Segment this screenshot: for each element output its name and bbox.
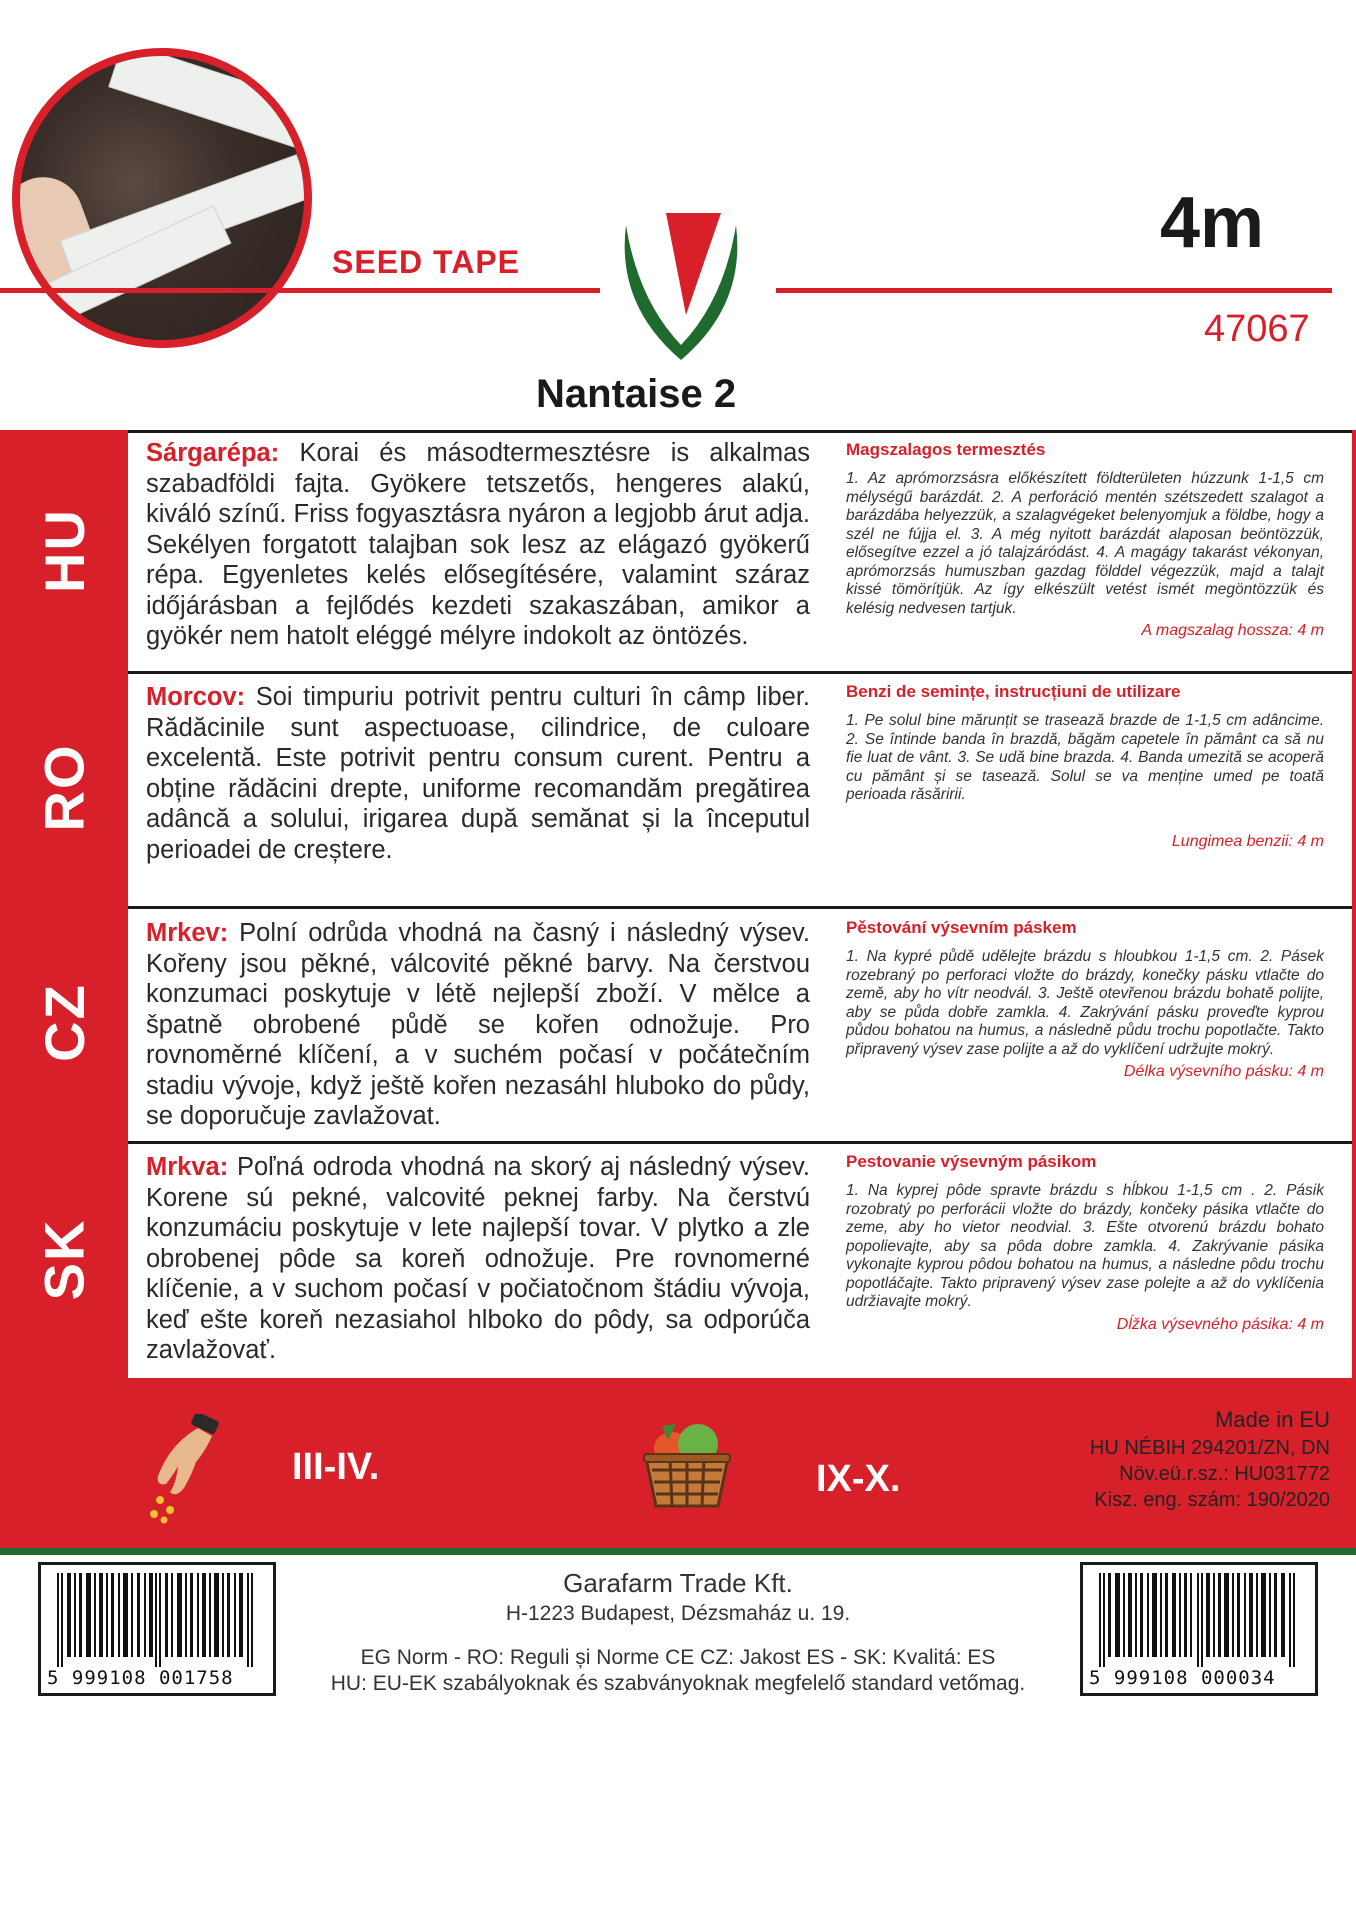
instructions-title: Pestovanie výsevným pásikom bbox=[846, 1152, 1097, 1171]
tape-length: Dĺžka výsevného pásika: 4 m bbox=[1116, 1315, 1324, 1333]
section-divider bbox=[128, 430, 1352, 433]
instructions-ro bbox=[846, 682, 1324, 851]
harvest-months: IX-X. bbox=[816, 1458, 901, 1500]
instructions-title: Benzi de semințe, instrucțiuni de utilizare bbox=[846, 682, 1181, 701]
instructions-text: 1. Az aprómorzsásra előkészített földterületen húzzunk 1-1,5 cm mélységű barázdát. 2. A perforáció mentén szétszedett szalagot a barázdába helyezzük, a szalagvégeket belenyomjuk a földbe, hogy a szél ne fújja el. 3. A még nyitott barázdát alaposan beöntözzük, elősegítve ezzel a jó talajzáródást. 4. A magágy takarást vékonyan, aprómorzsás humuszban gazdag földdel végezzük, majd a talajt kissé tömörítjük. Az így elkészült vetést ismét megöntözzük és kelésig nedvesen tartjuk. bbox=[846, 470, 1324, 617]
tape-length: A magszalag hossza: 4 m bbox=[1141, 622, 1324, 639]
section-divider bbox=[128, 906, 1352, 909]
description-ro: Morcov: Soi timpuriu potrivit pentru culturi în câmp liber. Rădăcinile sunt aspectuoase, cilindrice, de culoare excelentă. Este potrivit pentru consum curent. Pentru a obține rădăcini drepte, uniforme recomandăm pregătirea adâncă a solului, irigarea după semănat și la începutul perioadei de creștere. bbox=[146, 683, 810, 864]
company-address: H-1223 Budapest, Dézsmaház u. 19. bbox=[505, 1602, 851, 1625]
footer-green-line bbox=[0, 1548, 1356, 1555]
lang-label-sk: SK bbox=[32, 1218, 96, 1300]
sowing-months: III-IV. bbox=[292, 1446, 380, 1488]
norm-line: EG Norm - RO: Reguli și Norme CE CZ: Jakost ES - SK: Kvalitá: ES bbox=[360, 1646, 996, 1669]
vegetable-basket-icon bbox=[642, 1418, 732, 1510]
seed-tape-label: SEED TAPE bbox=[332, 244, 520, 280]
instructions-text: 1. Na kypré půdě udělejte brázdu s hloubkou 1-1,5 cm. 2. Pásek rozebraný po perforaci vložte do brázdy, konečky pásku vtlačte do země, aby ho vítr neodvál. 3. Ještě otevřenou brázdu bohatě polijte, aby se půda dobře zamkla. 4. Zakrývání pásku proveďte kyprou půdou bohatou na humus, a následně půdu trochu popotlačte. Takto připravený výsev zase polijte a až do vyklíčení udržujte mokrý. bbox=[846, 948, 1324, 1058]
instructions-title: Magszalagos termesztés bbox=[846, 440, 1046, 459]
made-in-label: Made in EU bbox=[1215, 1407, 1330, 1432]
section-divider bbox=[128, 1141, 1352, 1144]
description-sk: Mrkva: Poľná odroda vhodná na skorý aj následný výsev. Korene sú pekné, valcovité peknej farby. Na čerstvú konzumáciu poskytuje v lete najlepší tovar. V plytko a zle obrobenej pôde sa koreň odnožuje. Pre rovnomerné klíčenie, a v suchom počasí v počiatočnom štádiu vývoja, keď ešte koreň nezasiahol hlboko do pôdy, sa odporúča zavlažovať. bbox=[146, 1153, 810, 1364]
instructions-cz bbox=[846, 918, 1324, 1081]
variety-name: Nantaise 2 bbox=[536, 372, 737, 416]
package-length: 4m bbox=[1160, 183, 1265, 263]
barcode-left bbox=[38, 1562, 276, 1696]
instructions-hu bbox=[846, 440, 1324, 640]
lang-label-cz: CZ bbox=[32, 983, 96, 1062]
registration-line: Kisz. eng. szám: 190/2020 bbox=[1094, 1489, 1330, 1511]
description-hu: Sárgarépa: Korai és másodtermesztésre is alkalmas szabadföldi fajta. Gyökere tetszetős, hengeres alakú, kiváló színű. Friss fogyasztásra nyáron a legjobb árut adja. Sekélyen forgatott talajban sok lesz az elágazó gyökerű répa. Egyenletes kelés elősegítésére, valamint száraz időjárásban a fejlődés kezdeti szakaszában, amikor a gyökér nem hatolt eléggé mélyre indokolt az öntözés. bbox=[146, 439, 810, 650]
product-code: 47067 bbox=[1204, 308, 1310, 350]
barcode-right bbox=[1080, 1562, 1318, 1696]
hand-sowing-icon bbox=[140, 1414, 230, 1524]
lang-label-ro: RO bbox=[32, 743, 96, 832]
description-cz: Mrkev: Polní odrůda vhodná na časný i následný výsev. Kořeny jsou pěkné, válcovité pěkné barvy. Na čerstvou konzumaci poskytuje v létě nejlepší zboží. V mělce a špatně obrobené půdě se kořen odnožuje. Pro rovnoměrné klíčení, a v suchém počasí v počátečním stadiu vývoje, když ještě kořen nezasáhl hluboko do půdy, se doporučuje zavlažovat. bbox=[146, 919, 810, 1130]
registration-line: Növ.eü.r.sz.: HU031772 bbox=[1119, 1463, 1330, 1485]
lang-label-hu: HU bbox=[32, 507, 96, 593]
barcode-left-number: 5 999108 001758 bbox=[47, 1667, 234, 1689]
barcode-left-bars bbox=[51, 1573, 265, 1667]
instructions-text: 1. Na kyprej pôde spravte brázdu s hĺbkou 1-1,5 cm . 2. Pásik rozobratý po perforácii vložte do brázdy, končeky pásika vtlačte do zeme, aby ho vietor neodvial. 3. Ešte otvorenú brázdu bohato popolievajte, aby sa pôda dobre zamkla. 4. Zakrývanie pásika vykonajte kyprou pôdou bohatou na humus, a následne pôdu trochu popotláčajte. Takto pripravený výsev zase polejte a až do vyklíčenia udržiavajte mokrý. bbox=[846, 1182, 1324, 1310]
norm-line: HU: EU-EK szabályoknak és szabványoknak megfelelő standard vetőmag. bbox=[330, 1672, 1026, 1695]
tape-length: Délka výsevního pásku: 4 m bbox=[1123, 1063, 1324, 1080]
seed-tape-photo bbox=[12, 48, 312, 348]
header-line-left bbox=[0, 288, 600, 293]
company-name: Garafarm Trade Kft. bbox=[563, 1568, 793, 1598]
right-border bbox=[1352, 430, 1356, 1378]
instructions-sk bbox=[846, 1152, 1324, 1334]
brand-logo-icon bbox=[606, 205, 756, 375]
instructions-text: 1. Pe solul bine mărunțit se trasează brazde de 1-1,5 cm adâncime. 2. Se întinde banda în brazdă, băgăm capetele în pământ ca să nu fie luat de vânt. 3. Se udă bine brazda. 4. Banda umezită se acoperă cu pământ și se tasează. Solul se va menține umed pe toată perioada răsăririi. bbox=[846, 712, 1324, 803]
instructions-title: Pěstování výsevním páskem bbox=[846, 918, 1077, 937]
barcode-right-number: 5 999108 000034 bbox=[1089, 1667, 1276, 1689]
section-divider bbox=[128, 671, 1352, 674]
header-line-right bbox=[776, 288, 1332, 293]
barcode-right-bars bbox=[1093, 1573, 1307, 1667]
registration-line: HU NÉBIH 294201/ZN, DN bbox=[1089, 1437, 1330, 1459]
tape-length: Lungimea benzii: 4 m bbox=[1171, 832, 1324, 850]
